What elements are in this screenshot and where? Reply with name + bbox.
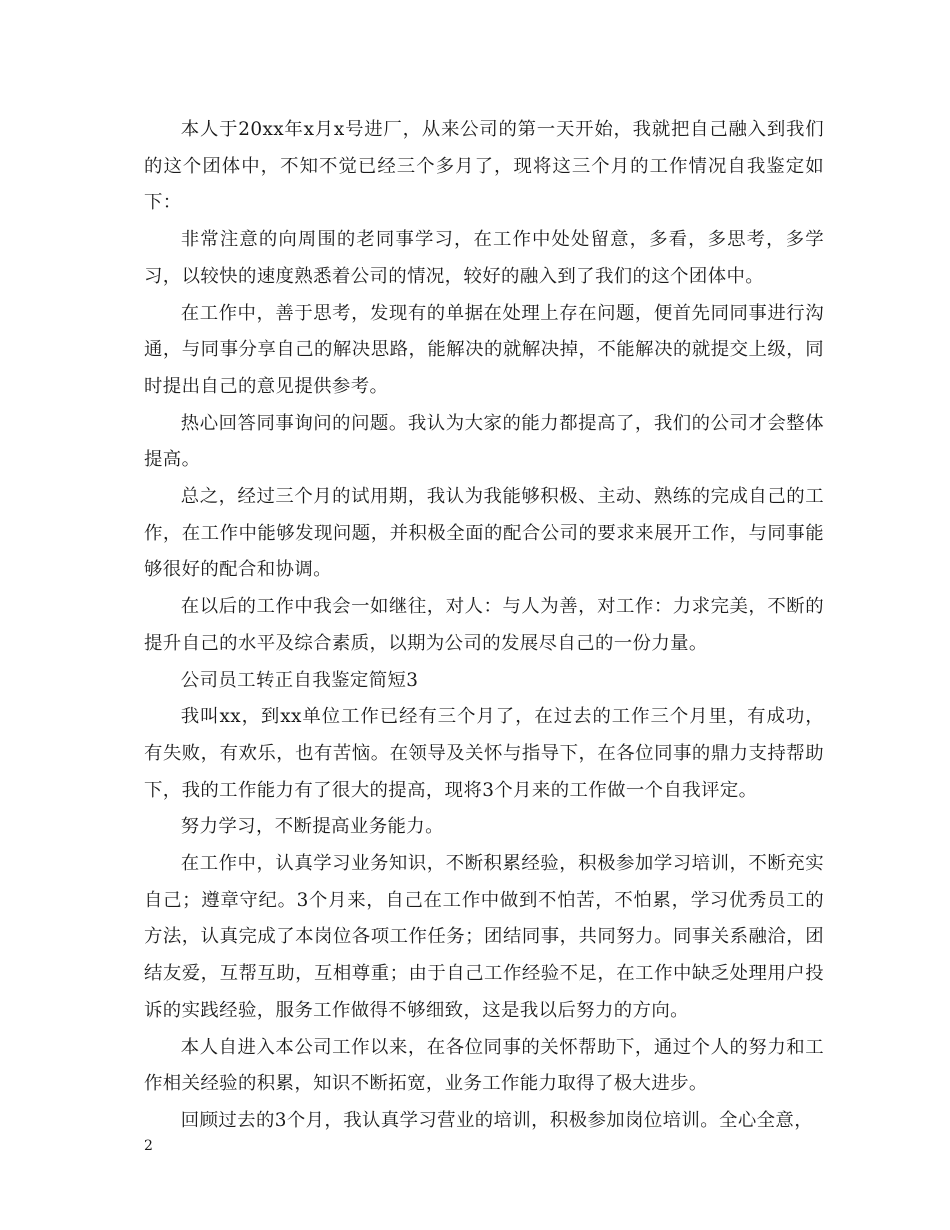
paragraph-self-intro: 我叫xx，到xx单位工作已经有三个月了，在过去的工作三个月里，有成功，有失败，有欢乐，也有苦恼。在领导及关怀与指导下，在各位同事的鼎力支持帮助下，我的工作能力有了很大的提高，现将3个月来的工作做一个自我评定。 <box>144 706 824 801</box>
paragraph-future: 在以后的工作中我会一如继往，对人：与人为善，对工作：力求完美，不断的提升自己的水平及综合素质，以期为公司的发展尽自己的一份力量。 <box>144 596 824 654</box>
paragraph-progress: 本人自进入本公司工作以来，在各位同事的关怀帮助下，通过个人的努力和工作相关经验的积累，知识不断拓宽，业务工作能力取得了极大进步。 <box>144 1036 824 1095</box>
page-number: 2 <box>144 1138 153 1154</box>
paragraph-thinking: 在工作中，善于思考，发现有的单据在处理上存在问题，便首先同同事进行沟通，与同事分享自己的解决思路，能解决的就解决掉，不能解决的就提交上级，同时提出自己的意见提供参考。 <box>144 302 824 397</box>
section-heading: 公司员工转正自我鉴定简短3 <box>180 669 419 691</box>
paragraph-review: 回顾过去的3个月，我认真学习营业的培训，积极参加岗位培训。全心全意， <box>180 1109 813 1131</box>
paragraph-study: 努力学习，不断提高业务能力。 <box>180 816 444 838</box>
paragraph-work: 在工作中，认真学习业务知识，不断积累经验，积极参加学习培训，不断充实自己；遵章守纪。3个月来，自己在工作中做到不怕苦，不怕累，学习优秀员工的方法，认真完成了本岗位各项工作任务；团结同事，共同努力。同事关系融洽，团结友爱，互帮互助，互相尊重；由于自己工作经验不足，在工作中缺乏处理用户投诉的实践经验，服务工作做得不够细致，这是我以后努力的方向。 <box>144 853 824 1021</box>
paragraph-summary: 总之，经过三个月的试用期，我认为我能够积极、主动、熟练的完成自己的工作，在工作中能够发现问题，并积极全面的配合公司的要求来展开工作，与同事能够很好的配合和协调。 <box>144 486 824 581</box>
paragraph-learning: 非常注意的向周围的老同事学习，在工作中处处留意，多看，多思考，多学习，以较快的速度熟悉着公司的情况，较好的融入到了我们的这个团体中。 <box>144 229 824 287</box>
paragraph-helping: 热心回答同事询问的问题。我认为大家的能力都提高了，我们的公司才会整体提高。 <box>144 412 824 471</box>
document-body <box>144 112 824 1140</box>
paragraph-intro: 本人于20xx年x月x号进厂，从来公司的第一天开始，我就把自己融入到我们的这个团体中，不知不觉已经三个多月了，现将这三个月的工作情况自我鉴定如下： <box>144 119 824 214</box>
